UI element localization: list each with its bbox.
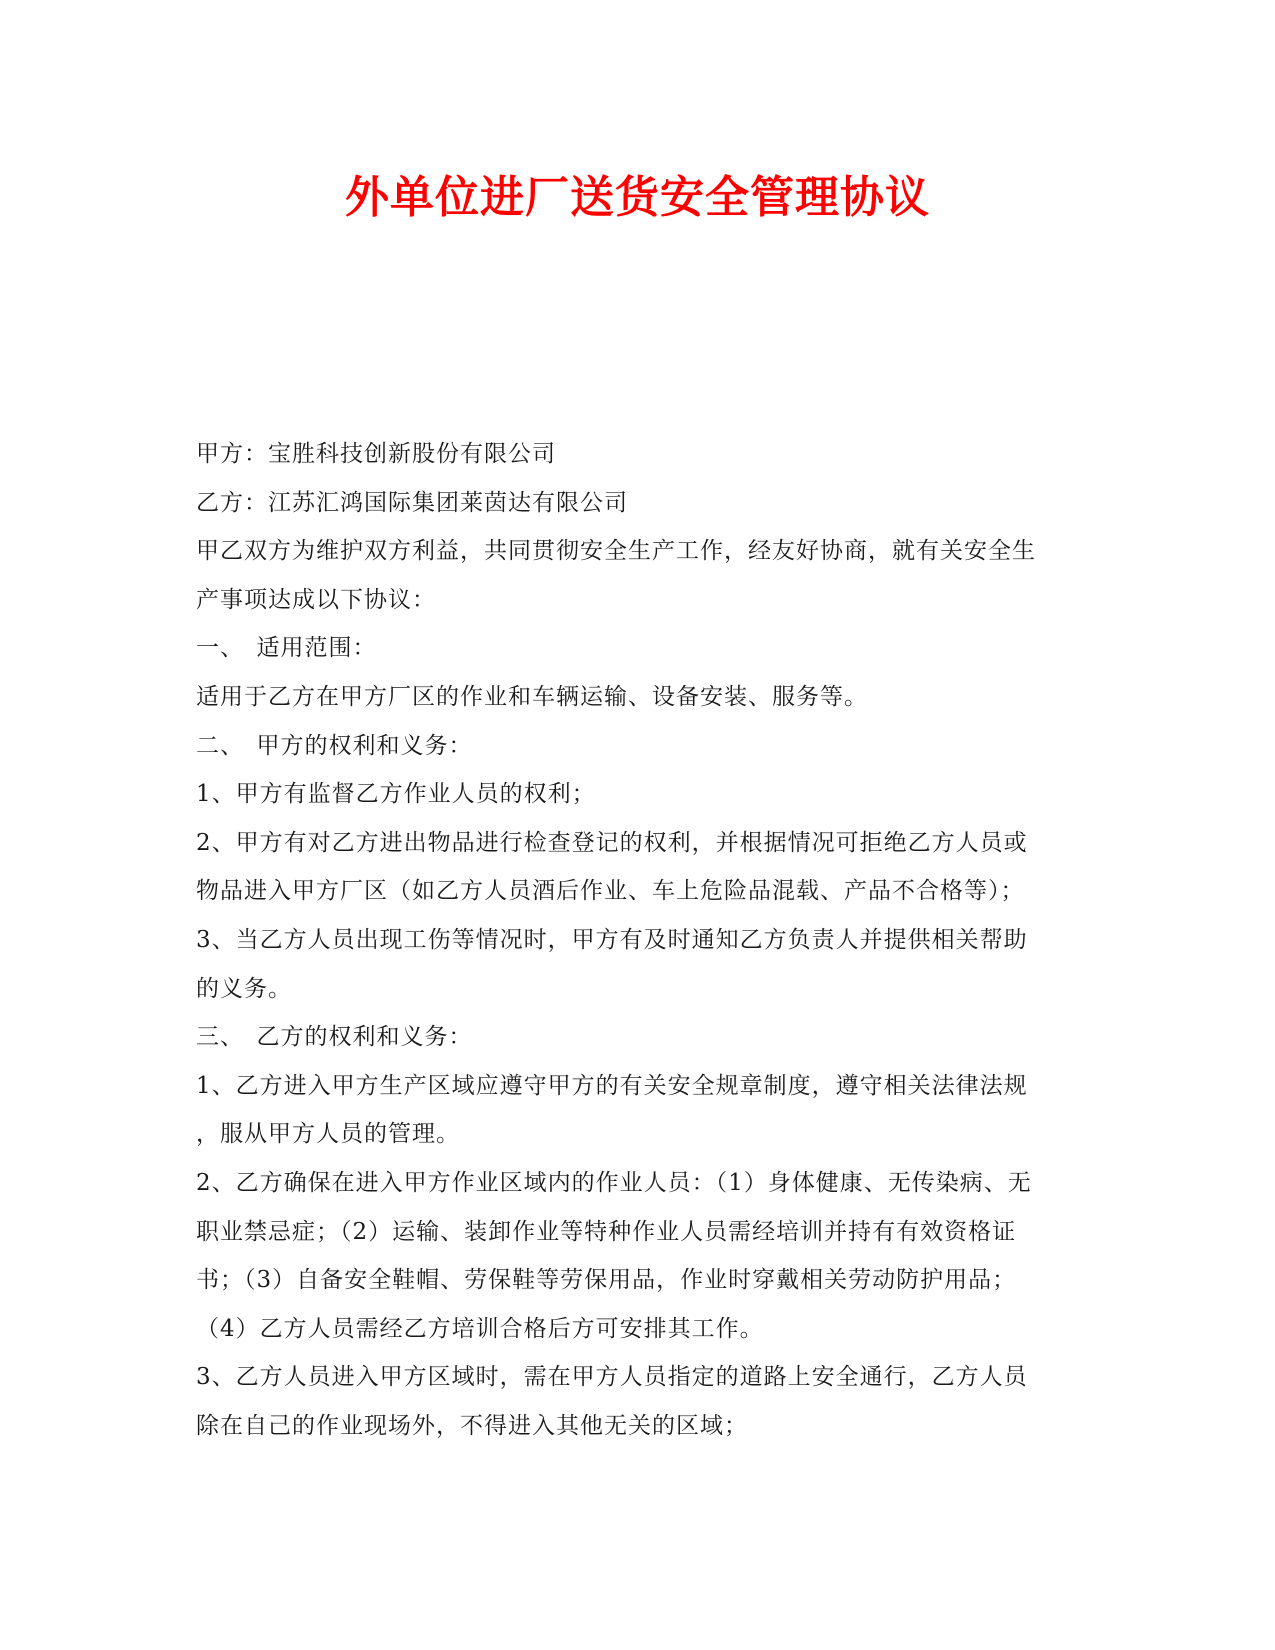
section-2-heading: 二、 甲方的权利和义务： bbox=[196, 732, 473, 759]
section-2-item-3-line-2: 的义务。 bbox=[196, 975, 292, 1002]
section-1-heading: 一、 适用范围： bbox=[196, 635, 377, 662]
party-a-line: 甲方：宝胜科技创新股份有限公司 bbox=[196, 441, 556, 467]
section-3-item-3-line-2: 除在自己的作业现场外，不得进入其他无关的区域； bbox=[196, 1412, 748, 1439]
section-3-item-3-line-1: 3、乙方人员进入甲方区域时，需在甲方人员指定的道路上安全通行，乙方人员 bbox=[196, 1364, 1028, 1391]
section-3-item-1-line-2: ，服从甲方人员的管理。 bbox=[196, 1121, 460, 1148]
section-2-item-3-line-1: 3、当乙方人员出现工伤等情况时，甲方有及时通知乙方负责人并提供相关帮助 bbox=[196, 926, 1028, 953]
section-3-heading: 三、 乙方的权利和义务： bbox=[196, 1024, 473, 1051]
section-3-item-2-line-3: 书；（3）自备安全鞋帽、劳保鞋等劳保用品，作业时穿戴相关劳动防护用品； bbox=[196, 1267, 1017, 1294]
section-3-item-2-line-2: 职业禁忌症；（2）运输、装卸作业等特种作业人员需经培训并持有有效资格证 bbox=[196, 1218, 1017, 1245]
document-title: 外单位进厂送货安全管理协议 bbox=[345, 172, 930, 223]
preamble-line-1: 甲乙双方为维护双方利益，共同贯彻安全生产工作，经友好协商，就有关安全生 bbox=[196, 538, 1036, 565]
section-2-item-2-line-2: 物品进入甲方厂区（如乙方人员酒后作业、车上危险品混载、产品不合格等）； bbox=[196, 878, 1025, 905]
section-3-item-2-line-1: 2、乙方确保在进入甲方作业区域内的作业人员：（1）身体健康、无传染病、无 bbox=[196, 1169, 1032, 1196]
party-b-line: 乙方：江苏汇鸿国际集团莱茵达有限公司 bbox=[196, 489, 628, 516]
section-3-item-2-line-4: （4）乙方人员需经乙方培训合格后方可安排其工作。 bbox=[196, 1315, 764, 1342]
preamble-line-2: 产事项达成以下协议： bbox=[196, 586, 436, 613]
section-1-text: 适用于乙方在甲方厂区的作业和车辆运输、设备安装、服务等。 bbox=[196, 683, 868, 710]
section-2-item-2-line-1: 2、甲方有对乙方进出物品进行检查登记的权利，并根据情况可拒绝乙方人员或 bbox=[196, 829, 1028, 856]
document-body bbox=[196, 430, 1076, 1450]
section-3-item-1-line-1: 1、乙方进入甲方生产区域应遵守甲方的有关安全规章制度，遵守相关法律法规 bbox=[196, 1072, 1028, 1099]
section-2-item-1: 1、甲方有监督乙方作业人员的权利； bbox=[196, 781, 596, 808]
